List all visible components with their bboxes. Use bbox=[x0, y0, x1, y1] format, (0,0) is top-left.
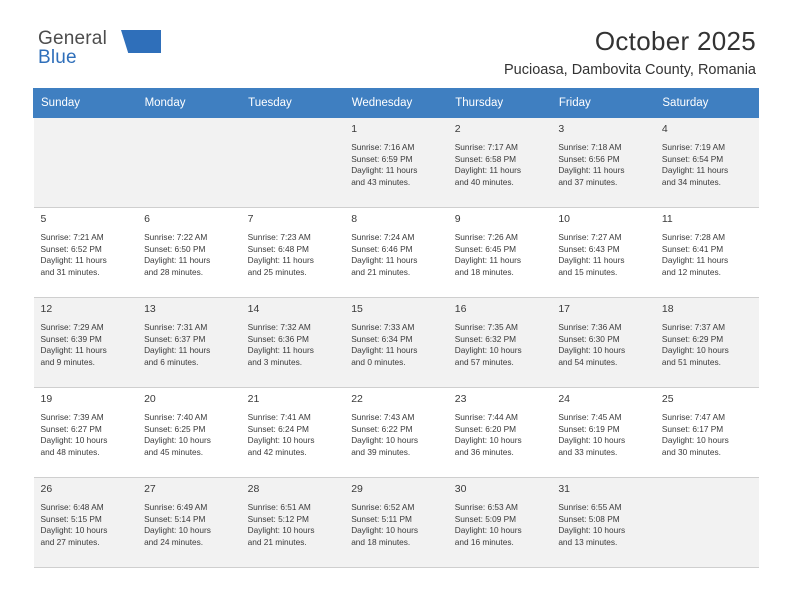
calendar-empty-cell bbox=[241, 118, 345, 208]
day-detail-line: Daylight: 10 hours bbox=[454, 345, 522, 356]
day-detail-line: Daylight: 11 hours bbox=[351, 345, 418, 356]
day-number: 6 bbox=[144, 213, 150, 225]
day-number: 23 bbox=[454, 393, 467, 405]
day-detail-line: and 24 minutes. bbox=[144, 537, 204, 548]
day-detail-line: Sunset: 5:14 PM bbox=[144, 513, 206, 524]
day-detail-line: Sunset: 6:20 PM bbox=[454, 423, 517, 434]
calendar-day-cell[interactable] bbox=[655, 208, 759, 298]
calendar-day-cell[interactable] bbox=[551, 478, 655, 568]
day-number: 26 bbox=[40, 483, 53, 495]
day-number: 8 bbox=[351, 213, 358, 225]
day-detail-line: Sunrise: 7:43 AM bbox=[351, 411, 415, 422]
weekday-header-monday: Monday bbox=[137, 89, 241, 118]
day-detail-line: and 31 minutes. bbox=[40, 267, 100, 278]
day-detail-line: and 21 minutes. bbox=[247, 537, 307, 548]
logo bbox=[38, 28, 168, 76]
day-detail-line: Sunset: 6:58 PM bbox=[454, 153, 517, 164]
day-detail-line: and 36 minutes. bbox=[454, 447, 514, 458]
day-detail-line: and 27 minutes. bbox=[40, 537, 100, 548]
day-detail-line: Daylight: 10 hours bbox=[144, 525, 211, 536]
day-detail-line: and 12 minutes. bbox=[661, 267, 721, 278]
calendar-empty-cell bbox=[655, 478, 759, 568]
day-detail-line: Daylight: 10 hours bbox=[454, 435, 522, 446]
day-detail-line: Sunrise: 7:16 AM bbox=[351, 141, 415, 152]
day-detail-line: and 45 minutes. bbox=[144, 447, 204, 458]
day-detail-line: Daylight: 11 hours bbox=[661, 165, 729, 176]
day-detail-line: Sunset: 6:29 PM bbox=[661, 333, 724, 344]
day-number: 24 bbox=[558, 393, 570, 405]
day-number: 4 bbox=[661, 123, 668, 135]
logo-text-blue: Blue bbox=[38, 47, 77, 68]
day-detail-line: and 6 minutes. bbox=[144, 357, 199, 368]
day-detail-line: Daylight: 11 hours bbox=[247, 255, 314, 266]
day-detail-line: Sunrise: 6:51 AM bbox=[247, 501, 311, 512]
day-detail-line: Sunrise: 7:26 AM bbox=[454, 231, 518, 242]
day-detail-line: Sunrise: 7:35 AM bbox=[454, 321, 518, 332]
day-detail-line: Daylight: 10 hours bbox=[351, 435, 419, 446]
day-detail-line: Daylight: 11 hours bbox=[454, 255, 522, 266]
day-detail-line: Daylight: 10 hours bbox=[247, 525, 315, 536]
day-detail-line: and 15 minutes. bbox=[558, 267, 618, 278]
day-detail-line: Sunrise: 7:23 AM bbox=[247, 231, 311, 242]
day-number: 3 bbox=[558, 123, 565, 135]
day-detail-line: Sunset: 6:27 PM bbox=[40, 423, 102, 434]
weekday-header-friday: Friday bbox=[551, 89, 655, 118]
day-detail-line: Sunrise: 7:27 AM bbox=[558, 231, 622, 242]
day-number: 5 bbox=[40, 213, 47, 225]
calendar-week-row bbox=[34, 208, 759, 298]
calendar-day-cell[interactable] bbox=[241, 208, 345, 298]
day-detail-line: and 18 minutes. bbox=[454, 267, 514, 278]
day-number: 12 bbox=[40, 303, 53, 315]
weekday-header-tuesday: Tuesday bbox=[241, 89, 345, 118]
day-detail-line: and 21 minutes. bbox=[351, 267, 411, 278]
day-detail-line: Sunrise: 7:45 AM bbox=[558, 411, 622, 422]
weekday-header-saturday: Saturday bbox=[655, 89, 759, 118]
day-detail-line: Sunset: 6:24 PM bbox=[247, 423, 309, 434]
day-detail-line: Sunrise: 7:29 AM bbox=[40, 321, 104, 332]
calendar-day-cell[interactable] bbox=[551, 208, 655, 298]
day-number: 16 bbox=[454, 303, 467, 315]
day-detail-line: and 28 minutes. bbox=[144, 267, 204, 278]
day-detail-line: and 34 minutes. bbox=[661, 177, 721, 188]
day-number: 1 bbox=[351, 123, 358, 135]
day-detail-line: Sunset: 5:08 PM bbox=[558, 513, 620, 524]
day-detail-line: Sunrise: 7:41 AM bbox=[247, 411, 311, 422]
day-detail-line: Sunrise: 7:28 AM bbox=[661, 231, 726, 242]
calendar-body bbox=[34, 118, 759, 568]
calendar-day-cell[interactable] bbox=[448, 298, 552, 388]
day-number: 28 bbox=[247, 483, 260, 495]
day-detail-line: Sunrise: 7:37 AM bbox=[661, 321, 726, 332]
page-location: Pucioasa, Dambovita County, Romania bbox=[504, 62, 756, 78]
weekday-header-sunday: Sunday bbox=[34, 89, 138, 118]
day-detail-line: Sunrise: 7:18 AM bbox=[558, 141, 622, 152]
day-detail-line: Daylight: 11 hours bbox=[144, 345, 211, 356]
calendar-day-cell[interactable] bbox=[344, 478, 448, 568]
day-detail-line: Sunrise: 7:36 AM bbox=[558, 321, 622, 332]
day-number: 13 bbox=[144, 303, 156, 315]
day-detail-line: Sunrise: 7:17 AM bbox=[454, 141, 518, 152]
day-detail-line: Sunrise: 7:33 AM bbox=[351, 321, 415, 332]
day-detail-line: Daylight: 11 hours bbox=[454, 165, 522, 176]
day-number: 30 bbox=[454, 483, 467, 495]
day-detail-line: and 57 minutes. bbox=[454, 357, 514, 368]
day-detail-line: and 13 minutes. bbox=[558, 537, 618, 548]
calendar-day-cell[interactable] bbox=[344, 118, 448, 208]
page-header bbox=[33, 0, 759, 88]
day-number: 21 bbox=[247, 393, 260, 405]
day-detail-line: Sunset: 6:54 PM bbox=[661, 153, 724, 164]
day-detail-line: Daylight: 11 hours bbox=[558, 255, 625, 266]
calendar-day-cell[interactable] bbox=[551, 118, 655, 208]
calendar-day-cell[interactable] bbox=[551, 388, 655, 478]
weekday-header-thursday: Thursday bbox=[448, 89, 552, 118]
day-detail-line: Sunset: 6:48 PM bbox=[247, 243, 309, 254]
day-number: 22 bbox=[351, 393, 363, 405]
day-detail-line: and 33 minutes. bbox=[558, 447, 618, 458]
day-detail-line: Sunset: 6:46 PM bbox=[351, 243, 413, 254]
day-detail-line: Sunrise: 6:55 AM bbox=[558, 501, 622, 512]
day-detail-line: Sunset: 5:12 PM bbox=[247, 513, 309, 524]
day-detail-line: Sunset: 5:09 PM bbox=[454, 513, 517, 524]
page-title: October 2025 bbox=[594, 26, 756, 56]
day-detail-line: Sunset: 6:22 PM bbox=[351, 423, 413, 434]
day-detail-line: and 40 minutes. bbox=[454, 177, 514, 188]
calendar-day-cell[interactable] bbox=[655, 388, 759, 478]
day-detail-line: Daylight: 10 hours bbox=[661, 435, 729, 446]
day-detail-line: Daylight: 11 hours bbox=[40, 255, 107, 266]
day-detail-line: Sunset: 6:43 PM bbox=[558, 243, 620, 254]
day-detail-line: Sunset: 6:52 PM bbox=[40, 243, 102, 254]
day-detail-line: Sunrise: 7:40 AM bbox=[144, 411, 208, 422]
day-detail-line: Sunset: 6:45 PM bbox=[454, 243, 517, 254]
calendar-day-cell[interactable] bbox=[137, 388, 241, 478]
day-detail-line: Daylight: 10 hours bbox=[351, 525, 419, 536]
day-detail-line: Sunset: 6:59 PM bbox=[351, 153, 413, 164]
calendar-week-row bbox=[34, 118, 759, 208]
day-detail-line: Sunrise: 7:21 AM bbox=[40, 231, 104, 242]
day-number: 9 bbox=[454, 213, 461, 225]
calendar-day-cell[interactable] bbox=[448, 478, 552, 568]
day-detail-line: Sunrise: 7:39 AM bbox=[40, 411, 104, 422]
weekday-header-wednesday: Wednesday bbox=[344, 89, 448, 118]
day-detail-line: Sunset: 6:32 PM bbox=[454, 333, 517, 344]
day-detail-line: Sunrise: 7:24 AM bbox=[351, 231, 415, 242]
day-detail-line: Sunrise: 7:47 AM bbox=[661, 411, 726, 422]
day-number: 20 bbox=[144, 393, 156, 405]
day-detail-line: Daylight: 10 hours bbox=[144, 435, 211, 446]
day-detail-line: Daylight: 11 hours bbox=[558, 165, 625, 176]
day-detail-line: and 42 minutes. bbox=[247, 447, 307, 458]
day-detail-line: Sunset: 6:37 PM bbox=[144, 333, 206, 344]
day-detail-line: Daylight: 10 hours bbox=[40, 525, 108, 536]
calendar-day-cell[interactable] bbox=[551, 298, 655, 388]
day-number: 19 bbox=[40, 393, 53, 405]
calendar-day-cell[interactable] bbox=[34, 208, 138, 298]
day-detail-line: Sunset: 6:17 PM bbox=[661, 423, 724, 434]
calendar-day-cell[interactable] bbox=[655, 298, 759, 388]
day-detail-line: and 9 minutes. bbox=[40, 357, 95, 368]
day-detail-line: Sunrise: 6:48 AM bbox=[40, 501, 104, 512]
calendar-day-cell[interactable] bbox=[448, 208, 552, 298]
day-detail-line: Daylight: 10 hours bbox=[661, 345, 729, 356]
day-detail-line: and 16 minutes. bbox=[454, 537, 514, 548]
day-detail-line: Sunrise: 7:19 AM bbox=[661, 141, 726, 152]
day-detail-line: Sunrise: 6:49 AM bbox=[144, 501, 208, 512]
calendar-day-cell[interactable] bbox=[34, 478, 138, 568]
day-detail-line: and 39 minutes. bbox=[351, 447, 411, 458]
day-number: 25 bbox=[661, 393, 674, 405]
day-detail-line: Daylight: 10 hours bbox=[247, 435, 315, 446]
weekday-header-row bbox=[34, 89, 759, 118]
day-detail-line: Sunrise: 7:31 AM bbox=[144, 321, 208, 332]
calendar-day-cell[interactable] bbox=[241, 478, 345, 568]
day-detail-line: Daylight: 10 hours bbox=[558, 345, 626, 356]
day-detail-line: Sunset: 5:15 PM bbox=[40, 513, 102, 524]
logo-text-general: General bbox=[38, 28, 107, 49]
day-detail-line: Sunset: 6:56 PM bbox=[558, 153, 620, 164]
calendar-day-cell[interactable] bbox=[241, 298, 345, 388]
day-detail-line: Sunset: 6:19 PM bbox=[558, 423, 620, 434]
calendar-day-cell[interactable] bbox=[344, 298, 448, 388]
day-number: 7 bbox=[247, 213, 254, 225]
day-number: 2 bbox=[454, 123, 461, 135]
day-detail-line: Daylight: 11 hours bbox=[40, 345, 107, 356]
day-number: 31 bbox=[558, 483, 570, 495]
day-detail-line: Daylight: 11 hours bbox=[351, 165, 418, 176]
calendar-day-cell[interactable] bbox=[344, 388, 448, 478]
day-detail-line: and 3 minutes. bbox=[247, 357, 303, 368]
day-detail-line: and 0 minutes. bbox=[351, 357, 406, 368]
day-detail-line: and 48 minutes. bbox=[40, 447, 100, 458]
day-detail-line: Sunset: 6:34 PM bbox=[351, 333, 413, 344]
calendar-day-cell[interactable] bbox=[655, 118, 759, 208]
day-detail-line: Sunrise: 6:52 AM bbox=[351, 501, 415, 512]
calendar-day-cell[interactable] bbox=[137, 478, 241, 568]
day-number: 15 bbox=[351, 303, 363, 315]
day-detail-line: Daylight: 10 hours bbox=[40, 435, 108, 446]
calendar-day-cell[interactable] bbox=[448, 388, 552, 478]
calendar-empty-cell bbox=[137, 118, 241, 208]
day-detail-line: Sunset: 6:41 PM bbox=[661, 243, 724, 254]
day-detail-line: and 43 minutes. bbox=[351, 177, 411, 188]
day-detail-line: Daylight: 11 hours bbox=[351, 255, 418, 266]
day-detail-line: and 25 minutes. bbox=[247, 267, 307, 278]
day-detail-line: Sunrise: 7:44 AM bbox=[454, 411, 518, 422]
day-detail-line: and 54 minutes. bbox=[558, 357, 618, 368]
day-detail-line: Daylight: 11 hours bbox=[661, 255, 729, 266]
calendar-day-cell[interactable] bbox=[34, 388, 138, 478]
calendar-week-row bbox=[34, 388, 759, 478]
calendar-empty-cell bbox=[34, 118, 138, 208]
day-number: 11 bbox=[661, 213, 673, 225]
day-detail-line: Daylight: 11 hours bbox=[247, 345, 314, 356]
calendar-day-cell[interactable] bbox=[34, 298, 138, 388]
calendar-day-cell[interactable] bbox=[137, 208, 241, 298]
calendar-day-cell[interactable] bbox=[448, 118, 552, 208]
day-detail-line: Daylight: 10 hours bbox=[454, 525, 522, 536]
day-detail-line: Sunrise: 7:32 AM bbox=[247, 321, 311, 332]
day-number: 14 bbox=[247, 303, 260, 315]
day-detail-line: Sunset: 6:36 PM bbox=[247, 333, 309, 344]
day-number: 17 bbox=[558, 303, 570, 315]
day-number: 18 bbox=[661, 303, 674, 315]
day-detail-line: Sunset: 6:30 PM bbox=[558, 333, 620, 344]
day-detail-line: Daylight: 11 hours bbox=[144, 255, 211, 266]
day-detail-line: and 51 minutes. bbox=[661, 357, 721, 368]
day-detail-line: Sunset: 6:39 PM bbox=[40, 333, 102, 344]
day-detail-line: Sunset: 6:50 PM bbox=[144, 243, 206, 254]
calendar-week-row bbox=[34, 298, 759, 388]
day-number: 29 bbox=[351, 483, 363, 495]
calendar-day-cell[interactable] bbox=[241, 388, 345, 478]
day-detail-line: Sunrise: 6:53 AM bbox=[454, 501, 518, 512]
day-detail-line: and 30 minutes. bbox=[661, 447, 721, 458]
day-detail-line: Daylight: 10 hours bbox=[558, 435, 626, 446]
day-detail-line: Daylight: 10 hours bbox=[558, 525, 626, 536]
day-detail-line: Sunset: 6:25 PM bbox=[144, 423, 206, 434]
calendar-week-row bbox=[34, 478, 759, 568]
day-detail-line: Sunrise: 7:22 AM bbox=[144, 231, 208, 242]
sunrise-sunset-calendar bbox=[33, 88, 759, 568]
day-detail-line: and 18 minutes. bbox=[351, 537, 411, 548]
calendar-day-cell[interactable] bbox=[344, 208, 448, 298]
calendar-day-cell[interactable] bbox=[137, 298, 241, 388]
day-detail-line: and 37 minutes. bbox=[558, 177, 618, 188]
day-number: 10 bbox=[558, 213, 570, 225]
day-detail-line: Sunset: 5:11 PM bbox=[351, 513, 412, 524]
day-number: 27 bbox=[144, 483, 156, 495]
